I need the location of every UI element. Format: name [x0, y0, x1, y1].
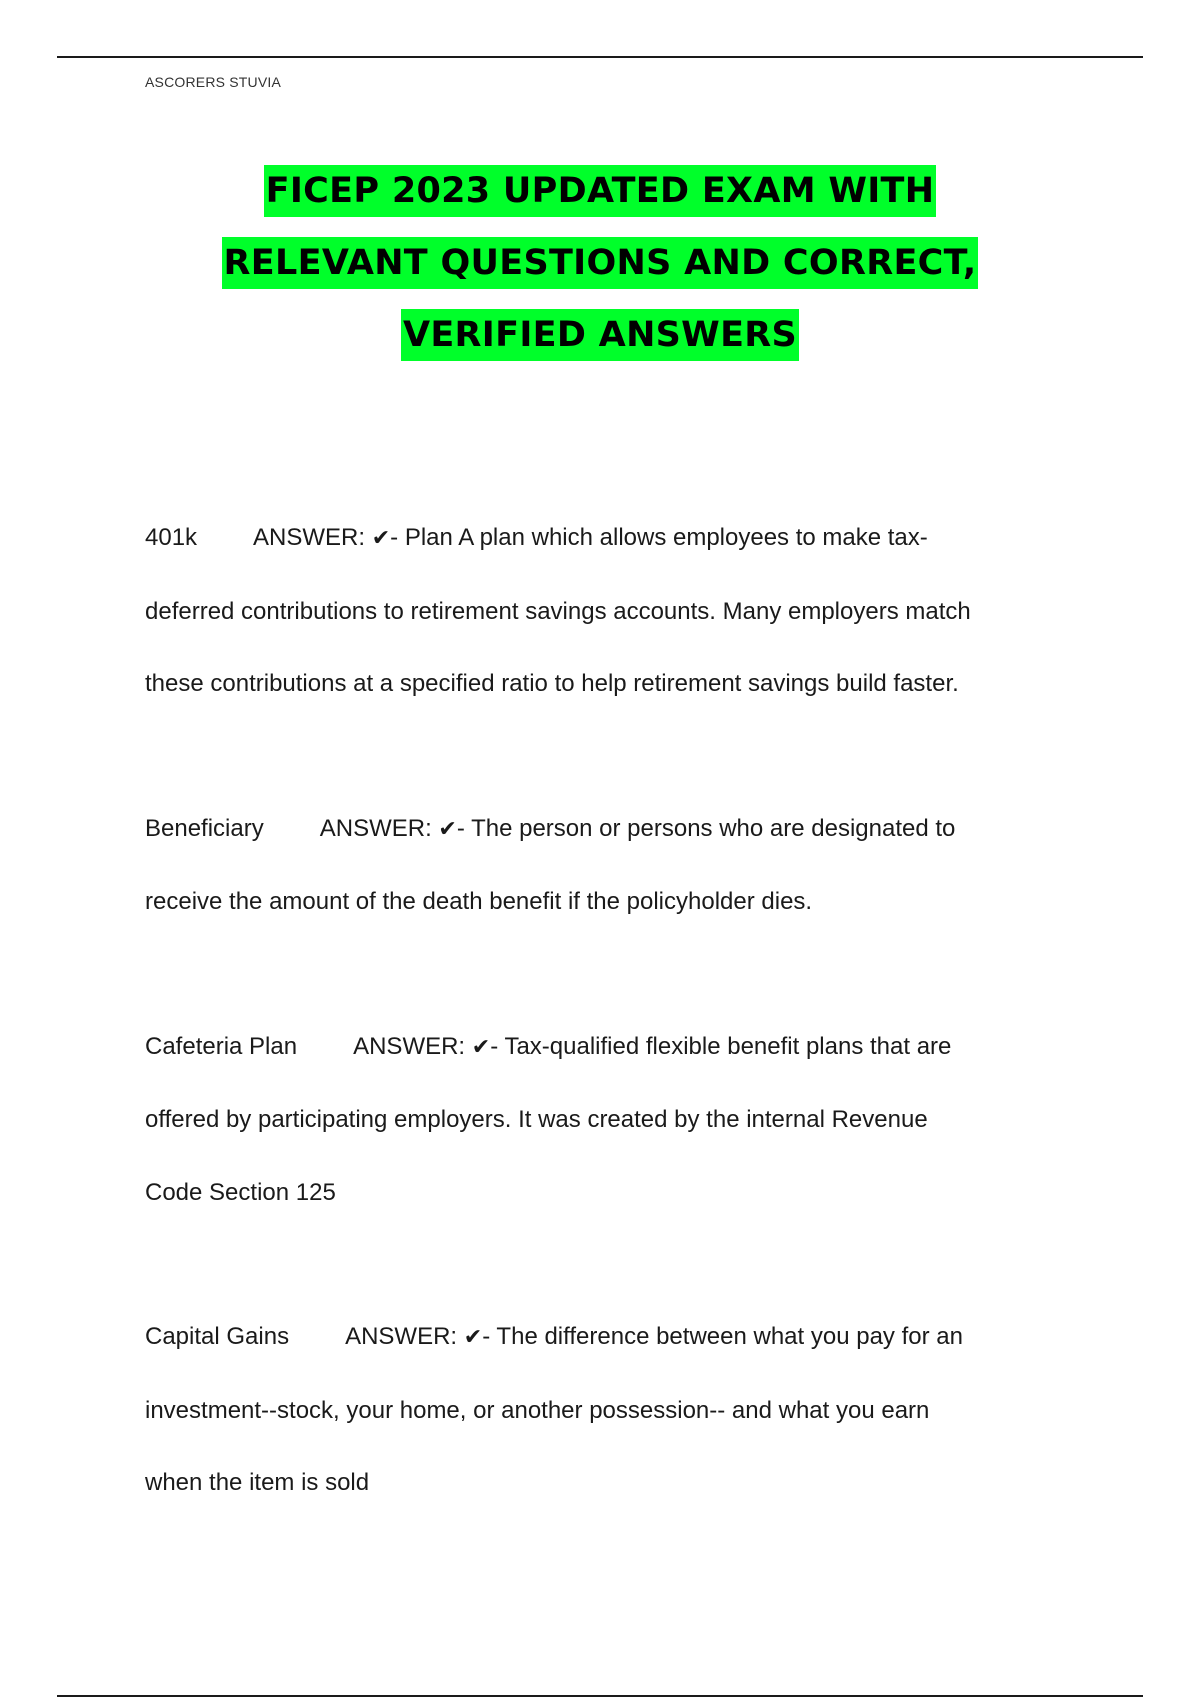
- answer-text: - The person or persons who are designated to: [456, 814, 956, 842]
- answer-label: ANSWER:: [353, 1032, 466, 1060]
- entry-term: Capital Gains: [145, 1323, 290, 1350]
- check-icon: ✔: [471, 1034, 491, 1060]
- answer-text: when the item is sold: [145, 1469, 370, 1496]
- answer-label: ANSWER:: [253, 524, 366, 551]
- answer-label: ANSWER:: [345, 1323, 458, 1350]
- qa-entry: [145, 1011, 1065, 1230]
- answer-text: deferred contributions to retirement savings accounts. Many employers match: [145, 597, 971, 625]
- qa-first-line: [145, 793, 1065, 867]
- entry-term: 401k: [145, 524, 198, 551]
- title-line: [0, 162, 1200, 234]
- title-line: [0, 306, 1200, 378]
- entry-term: Beneficiary: [145, 814, 264, 842]
- qa-entry: [145, 502, 1065, 721]
- answer-label: ANSWER:: [319, 814, 432, 842]
- title-line-2: RELEVANT QUESTIONS AND CORRECT,: [222, 237, 979, 289]
- answer-text: Code Section 125: [145, 1178, 336, 1206]
- answer-text: these contributions at a specified ratio to help retirement savings build faster.: [145, 670, 959, 697]
- qa-first-line: [145, 1011, 1065, 1085]
- document-title: [0, 162, 1200, 378]
- qa-entry: [145, 793, 1065, 939]
- title-line-1: FICEP 2023 UPDATED EXAM WITH: [264, 165, 937, 217]
- qa-list: [145, 502, 1065, 1520]
- answer-text: - Tax-qualified flexible benefit plans that are: [490, 1032, 952, 1060]
- check-icon: ✔: [438, 816, 457, 842]
- answer-text: investment--stock, your home, or another possession-- and what you earn: [145, 1396, 930, 1424]
- answer-text: offered by participating employers. It was created by the internal Revenue: [145, 1106, 928, 1133]
- answer-text: receive the amount of the death benefit if the policyholder dies.: [145, 888, 813, 915]
- check-icon: ✔: [371, 526, 391, 551]
- check-icon: ✔: [463, 1325, 483, 1350]
- header-rule: [57, 56, 1143, 58]
- title-line-3: VERIFIED ANSWERS: [401, 309, 799, 361]
- answer-text: - The difference between what you pay for an: [482, 1323, 963, 1350]
- answer-text: - Plan A plan which allows employees to make tax-: [390, 524, 928, 551]
- qa-first-line: [145, 1301, 1065, 1375]
- entry-term: Cafeteria Plan: [145, 1032, 298, 1060]
- title-line: [0, 234, 1200, 306]
- page-header: ASCORERS STUVIA: [145, 74, 282, 90]
- qa-entry: [145, 1301, 1065, 1520]
- footer-rule: [57, 1695, 1143, 1697]
- qa-first-line: [145, 502, 1065, 576]
